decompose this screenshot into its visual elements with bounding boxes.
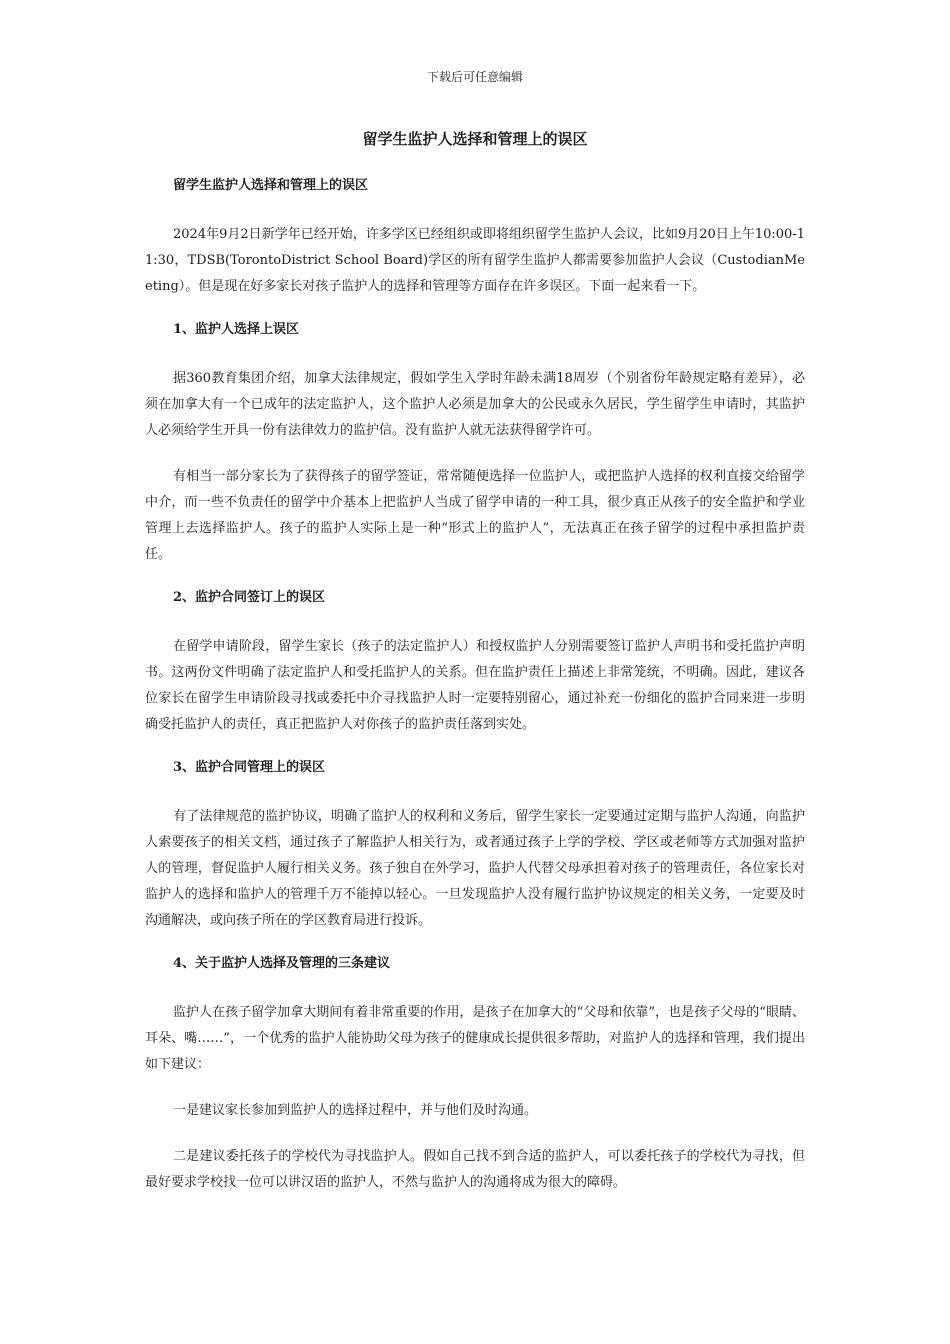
section-heading: 4、关于监护人选择及管理的三条建议 <box>173 956 391 971</box>
section-heading: 2、监护合同签订上的误区 <box>173 590 326 605</box>
paragraph: 有了法律规范的监护协议，明确了监护人的权利和义务后，留学生家长一定要通过定期与监护人沟通，向监护人索要孩子的相关文档，通过孩子了解监护人相关行为，或者通过孩子上学的学校、学区或老师等方式加强对监护人的管理，督促监护人履行相关义务。孩子独自在外学习，监护人代替父母承担着对孩子的管理责任，各位家长对监护人的选择和监护人的管理千万不能掉以轻心。一旦发现监护人没有履行监护协议规定的相关义务，一定要及时沟通解决，或向孩子所在的学区教育局进行投诉。 <box>145 809 805 928</box>
paragraph: 2024年9月2日新学年已经开始，许多学区已经组织或即将组织留学生监护人会议，比如9月20日上午10:00-11:30，TDSB(TorontoDistrict School Board)学区的所有留学生监护人都需要参加监护人会议（CustodianMeeting）。但是现在好多家长对孩子监护人的选择和管理等方面存在许多误区。下面一起来看一下。 <box>145 227 805 294</box>
paragraph: 监护人在孩子留学加拿大期间有着非常重要的作用，是孩子在加拿大的“父母和依靠”，也是孩子父母的“眼睛、耳朵、嘴……”，一个优秀的监护人能协助父母为孩子的健康成长提供很多帮助，对监护人的选择和管理，我们提出如下建议： <box>145 1005 805 1072</box>
paragraph: 在留学申请阶段，留学生家长（孩子的法定监护人）和授权监护人分别需要签订监护人声明书和受托监护声明书。这两份文件明确了法定监护人和受托监护人的关系。但在监护责任上描述上非常笼统，不明确。因此，建议各位家长在留学生申请阶段寻找或委托中介寻找监护人时一定要特别留心，通过补充一份细化的监护合同来进一步明确受托监护人的责任，真正把监护人对你孩子的监护责任落到实处。 <box>145 639 805 732</box>
paragraph: 有相当一部分家长为了获得孩子的留学签证，常常随便选择一位监护人，或把监护人选择的权利直接交给留学中介，而一些不负责任的留学中介基本上把监护人当成了留学申请的一种工具，很少真正从孩子的安全监护和学业管理上去选择监护人。孩子的监护人实际上是一种“形式上的监护人”，无法真正在孩子留学的过程中承担监护责任。 <box>145 469 805 562</box>
paragraph: 一是建议家长参加到监护人的选择过程中，并与他们及时沟通。 <box>173 1103 538 1118</box>
paragraph: 二是建议委托孩子的学校代为寻找监护人。假如自己找不到合适的监护人，可以委托孩子的学校代为寻找，但最好要求学校找一位可以讲汉语的监护人，不然与监护人的沟通将成为很大的障碍。 <box>145 1149 805 1190</box>
paragraph: 据360教育集团介绍，加拿大法律规定，假如学生入学时年龄未满18周岁（个别省份年龄规定略有差异），必须在加拿大有一个已成年的法定监护人，这个监护人必须是加拿大的公民或永久居民，学生留学生申请时，其监护人必须给学生开具一份有法律效力的监护信。没有监护人就无法获得留学许可。 <box>145 371 805 438</box>
document-body <box>145 176 805 1216</box>
section-heading: 3、监护合同管理上的误区 <box>173 760 326 775</box>
document-title: 留学生监护人选择和管理上的误区 <box>362 130 588 148</box>
header-note: 下载后可任意编辑 <box>426 70 523 84</box>
section-heading: 留学生监护人选择和管理上的误区 <box>173 178 369 193</box>
section-heading: 1、监护人选择上误区 <box>173 322 300 337</box>
